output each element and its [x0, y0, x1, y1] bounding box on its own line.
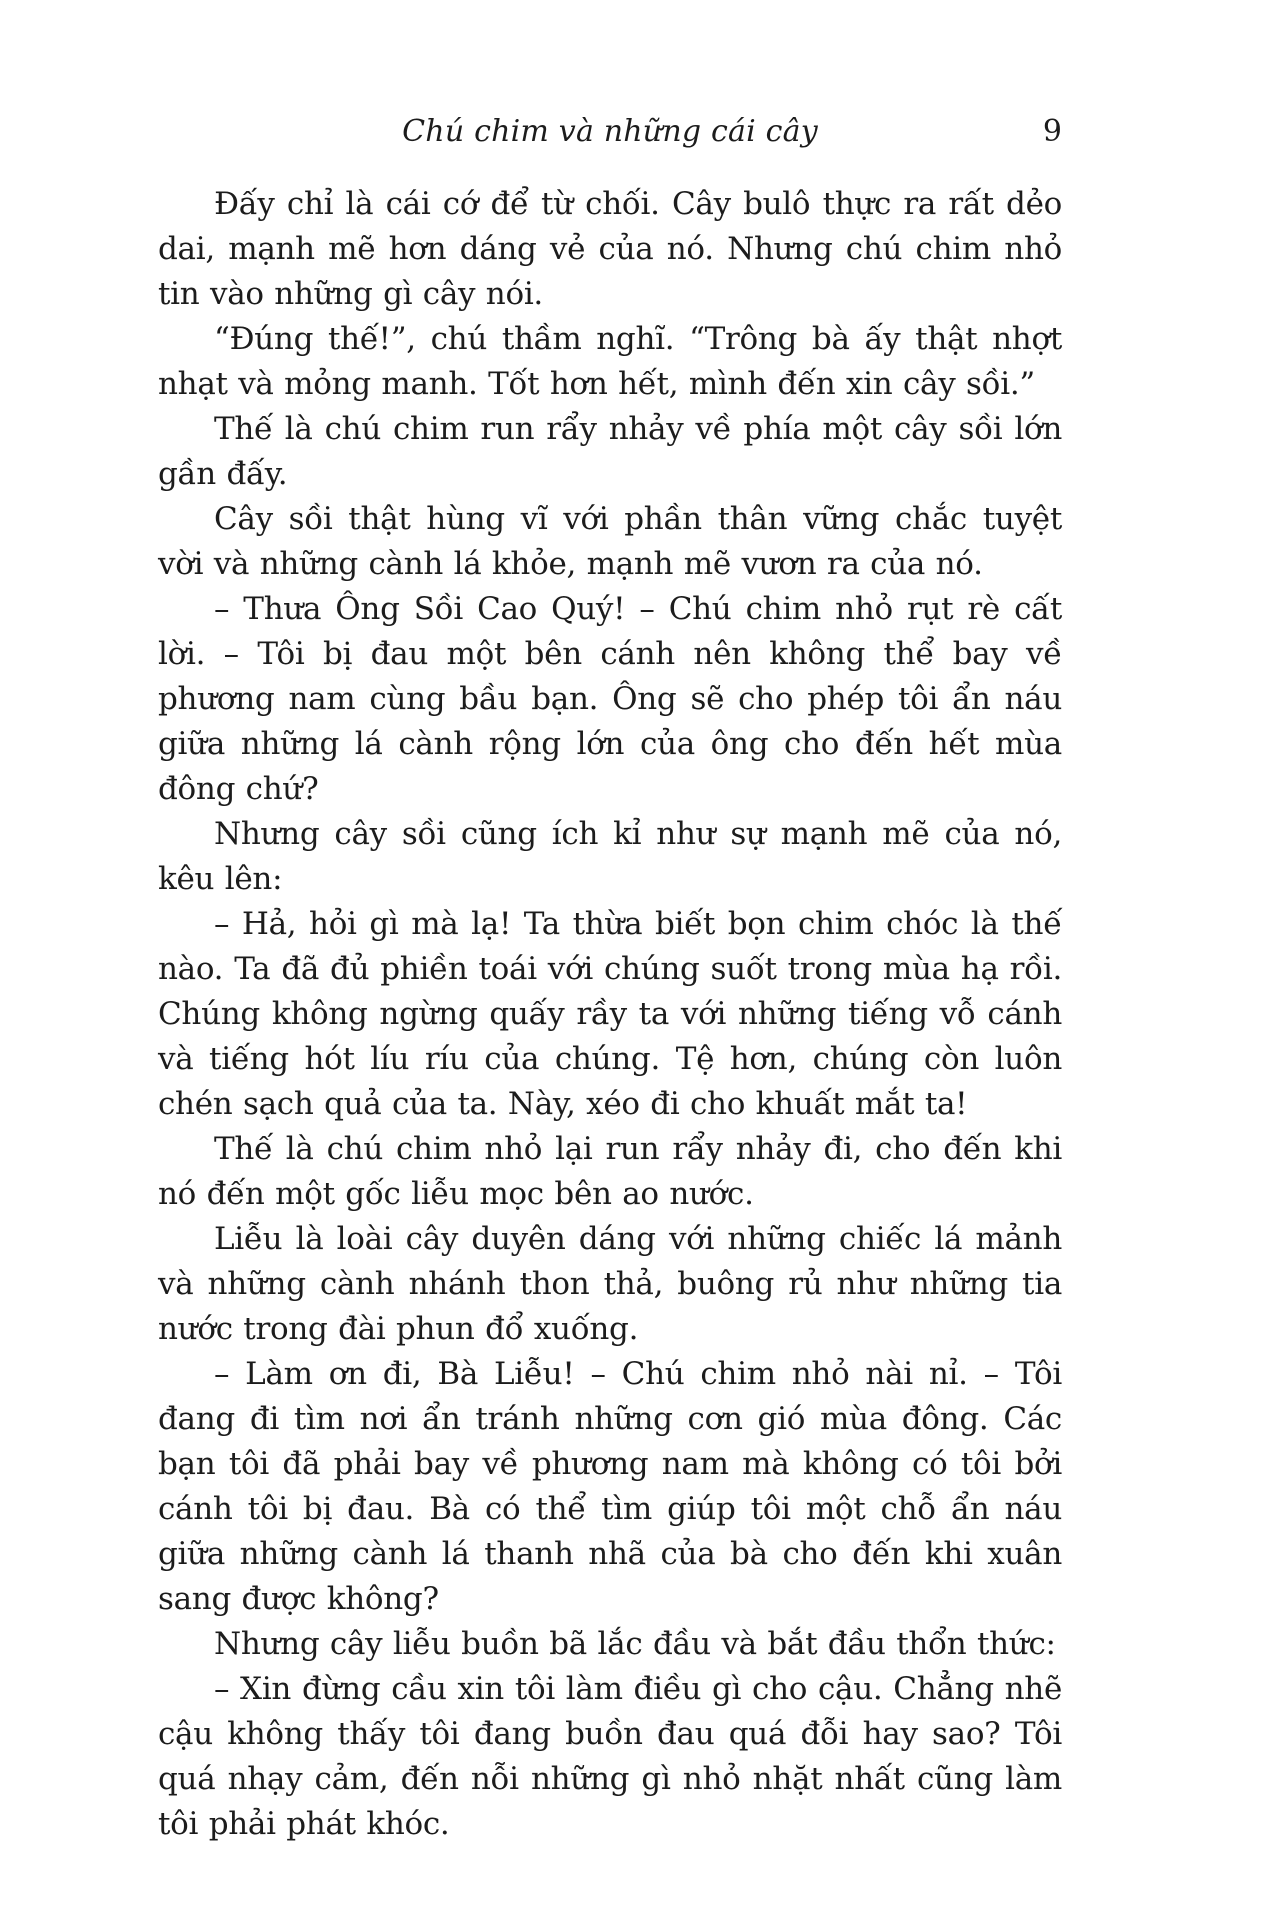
- paragraph: Cây sồi thật hùng vĩ với phần thân vững chắc tuyệt vời và những cành lá khỏe, mạnh mẽ vươn ra của nó.: [158, 501, 1062, 582]
- running-title: Chú chim và những cái cây: [402, 114, 818, 149]
- paragraph: – Thưa Ông Sồi Cao Quý! – Chú chim nhỏ rụt rè cất lời. – Tôi bị đau một bên cánh nên không thể bay về phương nam cùng bầu bạn. Ông sẽ cho phép tôi ẩn náu giữa những lá cành rộng lớn của ông cho đến hết mùa đông chứ?: [158, 591, 1062, 807]
- paragraph: Thế là chú chim nhỏ lại run rẩy nhảy đi, cho đến khi nó đến một gốc liễu mọc bên ao nước.: [158, 1131, 1062, 1212]
- paragraph: “Đúng thế!”, chú thầm nghĩ. “Trông bà ấy thật nhợt nhạt và mỏng manh. Tốt hơn hết, mình đến xin cây sồi.”: [158, 321, 1062, 402]
- paragraph: Nhưng cây liễu buồn bã lắc đầu và bắt đầu thổn thức:: [214, 1626, 1056, 1662]
- paragraph: Nhưng cây sồi cũng ích kỉ như sự mạnh mẽ của nó, kêu lên:: [158, 816, 1062, 897]
- paragraph: Đấy chỉ là cái cớ để từ chối. Cây bulô thực ra rất dẻo dai, mạnh mẽ hơn dáng vẻ của nó. Nhưng chú chim nhỏ tin vào những gì cây nói.: [158, 186, 1062, 312]
- body-text: [158, 182, 1062, 1847]
- paragraph: Liễu là loài cây duyên dáng với những chiếc lá mảnh và những cành nhánh thon thả, buông rủ như những tia nước trong đài phun đổ xuống.: [158, 1221, 1062, 1347]
- paragraph: Thế là chú chim run rẩy nhảy về phía một cây sồi lớn gần đấy.: [158, 411, 1062, 492]
- paragraph: – Hả, hỏi gì mà lạ! Ta thừa biết bọn chim chóc là thế nào. Ta đã đủ phiền toái với chúng suốt trong mùa hạ rồi. Chúng không ngừng quấy rầy ta với những tiếng vỗ cánh và tiếng hót líu ríu của chúng. Tệ hơn, chúng còn luôn chén sạch quả của ta. Này, xéo đi cho khuất mắt ta!: [158, 906, 1062, 1122]
- paragraph: – Làm ơn đi, Bà Liễu! – Chú chim nhỏ nài nỉ. – Tôi đang đi tìm nơi ẩn tránh những cơn gió mùa đông. Các bạn tôi đã phải bay về phương nam mà không có tôi bởi cánh tôi bị đau. Bà có thể tìm giúp tôi một chỗ ẩn náu giữa những cành lá thanh nhã của bà cho đến khi xuân sang được không?: [158, 1356, 1062, 1617]
- running-header: [158, 108, 1062, 156]
- paragraph: – Xin đừng cầu xin tôi làm điều gì cho cậu. Chẳng nhẽ cậu không thấy tôi đang buồn đau quá đỗi hay sao? Tôi quá nhạy cảm, đến nỗi những gì nhỏ nhặt nhất cũng làm tôi phải phát khóc.: [158, 1671, 1062, 1842]
- page-number: 9: [1042, 114, 1062, 149]
